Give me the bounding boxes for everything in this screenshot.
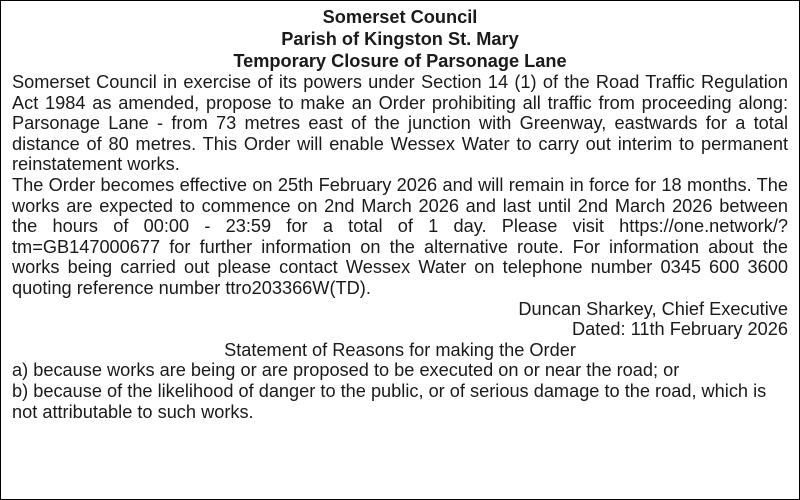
order-paragraph: Somerset Council in exercise of its powers under Section 14 (1) of the Road Traffic Regulation Act 1984 as amended, propose to make an Order prohibiting all traffic from proceeding along: Parsonage Lane - from 73 metres east of the junction with Greenway, eastwards for a total distance of 80 metres. This Order will enable Wessex Water to carry out interim to permanent reinstatement works. bbox=[12, 72, 788, 175]
date-line: Dated: 11th February 2026 bbox=[571, 319, 788, 340]
council-name: Somerset Council bbox=[322, 7, 478, 27]
reason-item: b) because of the likelihood of danger to the public, or of serious damage to the road, which is not attributable to such works. bbox=[12, 380, 767, 422]
reason-item: a) because works are being or are proposed to be executed on or near the road; or bbox=[12, 360, 680, 381]
notice-title: Temporary Closure of Parsonage Lane bbox=[233, 51, 567, 71]
reasons-heading: Statement of Reasons for making the Order bbox=[224, 339, 576, 360]
parish-name: Parish of Kingston St. Mary bbox=[281, 29, 519, 49]
details-paragraph: The Order becomes effective on 25th February 2026 and will remain in force for 18 months. The works are expected to commence on 2nd March 2026 and last until 2nd March 2026 between the hours of 00:00 - 23:59 for a total of 1 day. Please visit https://one.network/?tm=GB147000677 for further information on the alternative route. For information about the works being carried out please contact Wessex Water on telephone number 0345 600 3600 quoting reference number ttro203366W(TD). bbox=[12, 174, 788, 298]
signatory: Duncan Sharkey, Chief Executive bbox=[518, 298, 788, 319]
